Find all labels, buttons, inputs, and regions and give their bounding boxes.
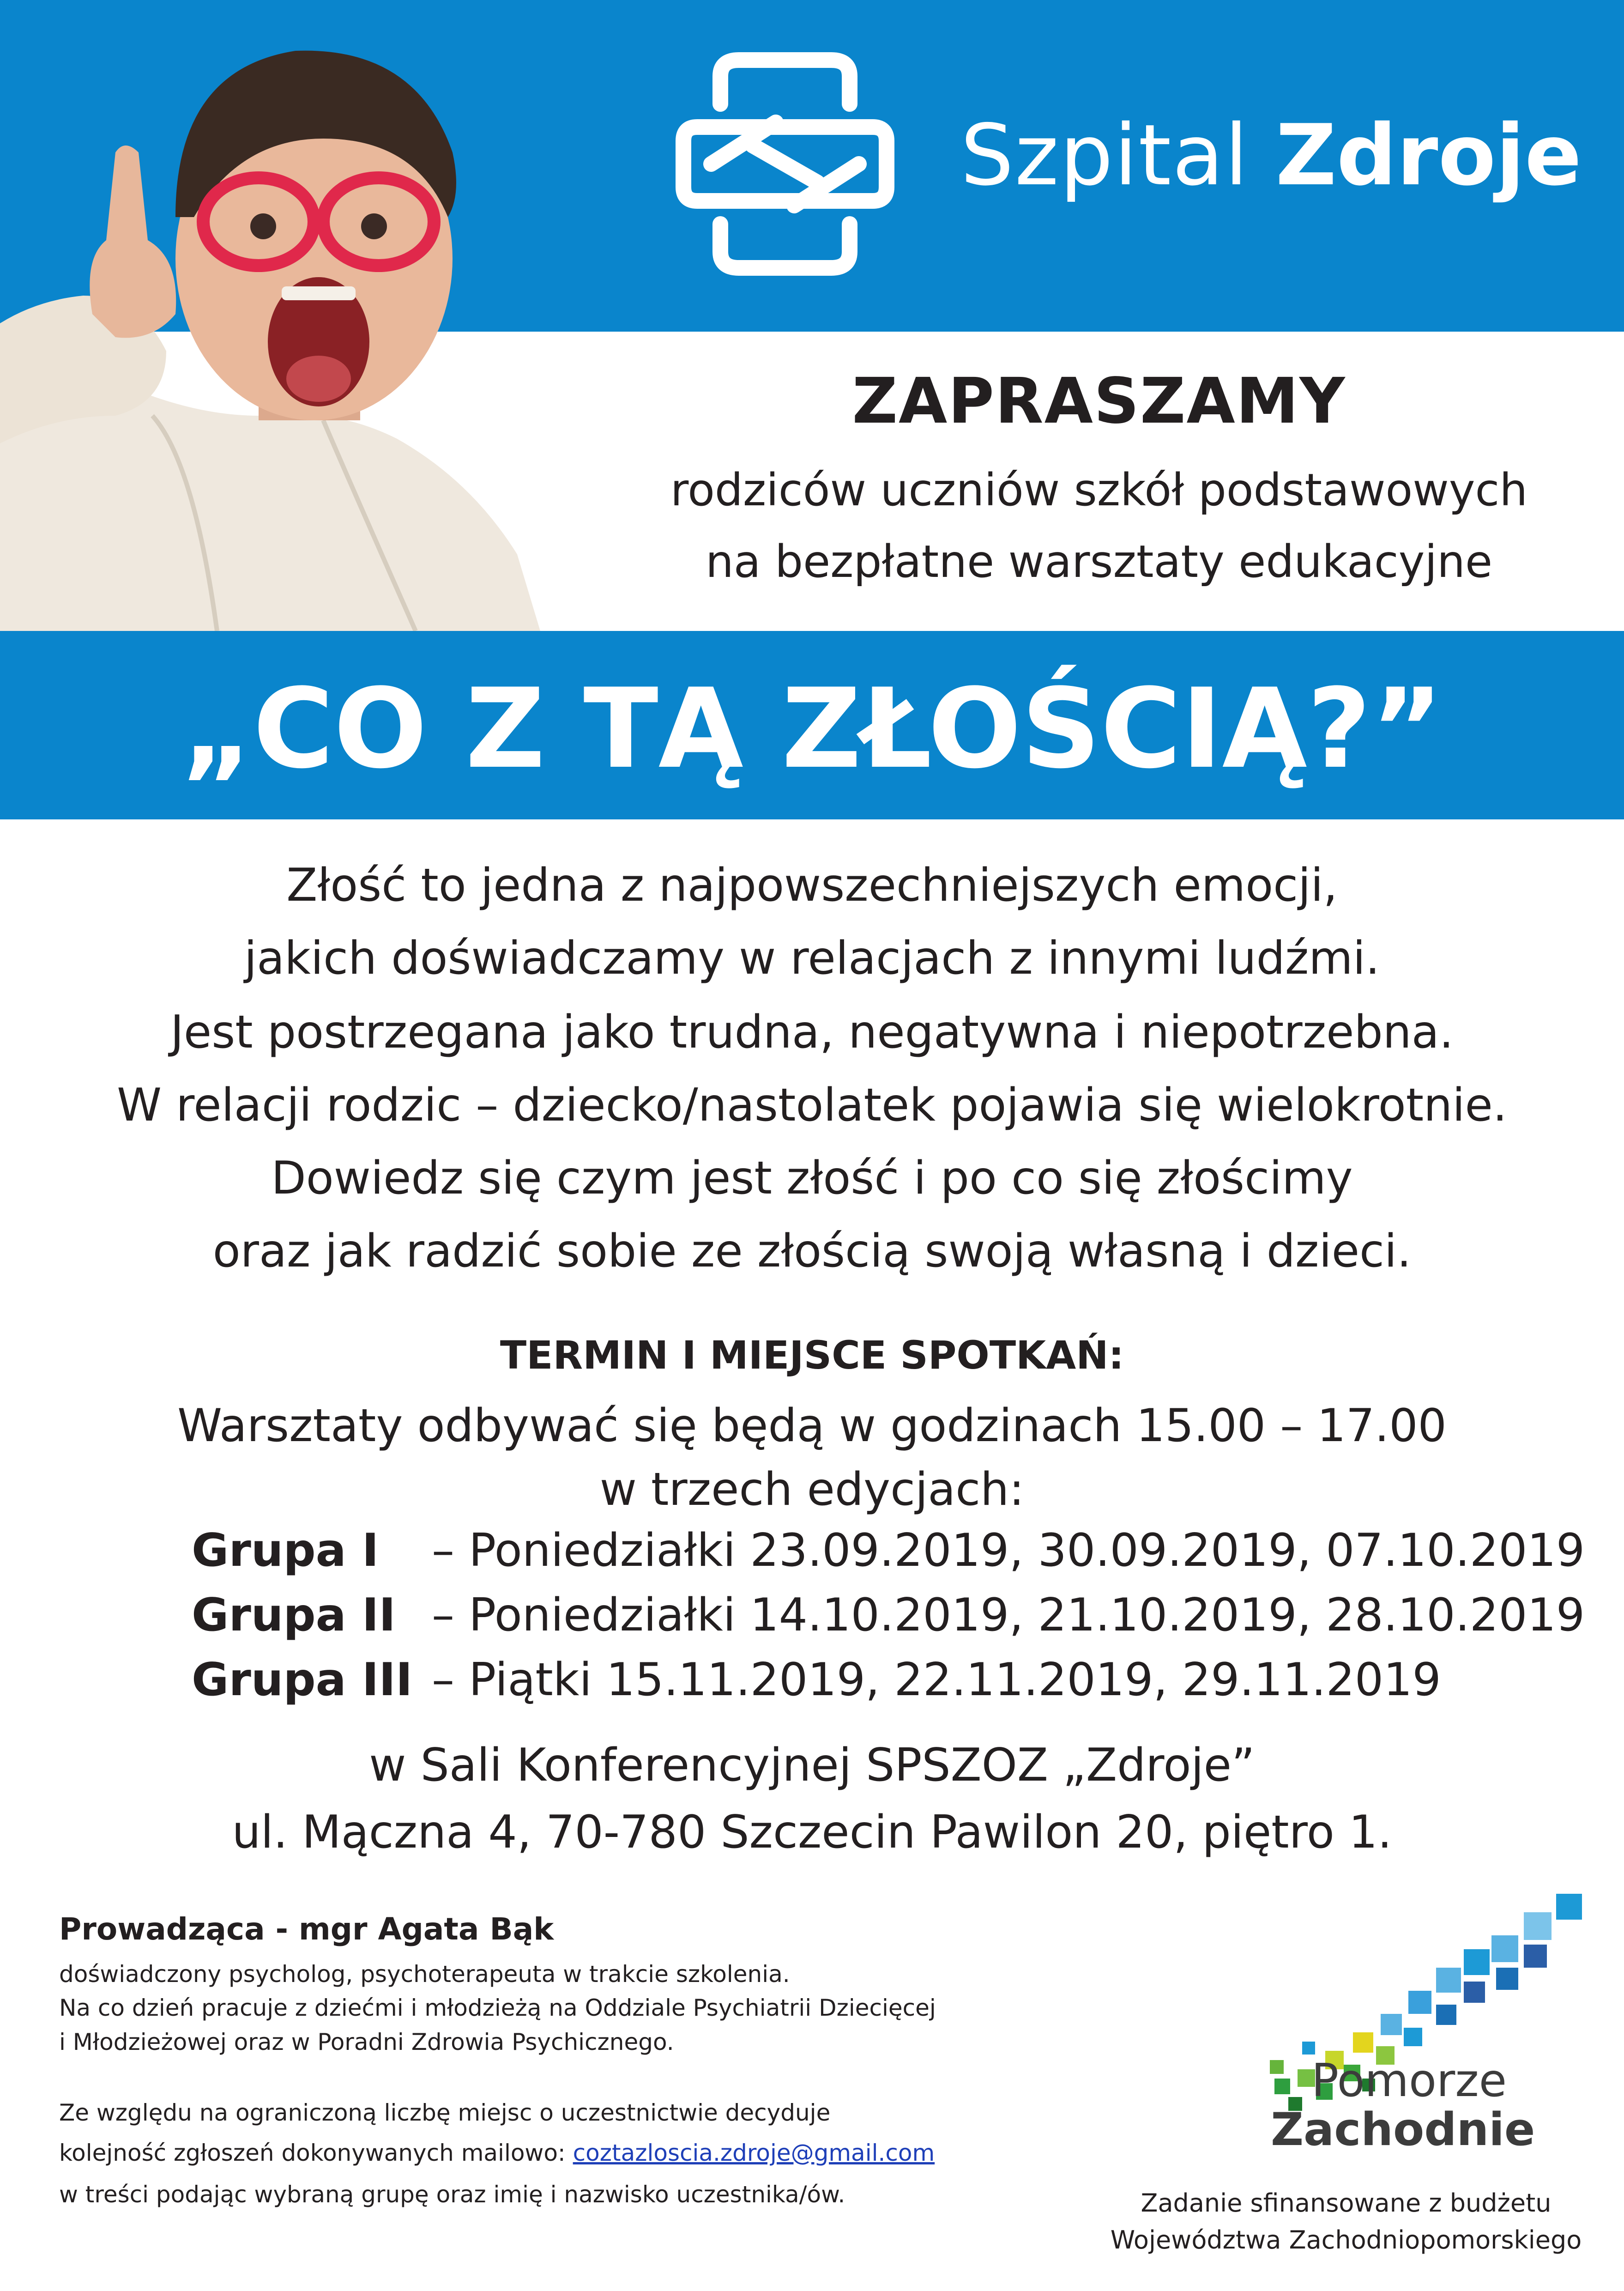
main-title: „CO Z TĄ ZŁOŚCIĄ?” [181,665,1443,793]
invite-title: ZAPRASZAMY [852,365,1346,438]
group-dates: – Poniedziałki 23.09.2019, 30.09.2019, 07.10.2019 [432,1524,1585,1577]
terms-intro-line: Warsztaty odbywać się będą w godzinach 15.00 – 17.00 [177,1400,1447,1452]
group-name: Grupa III [192,1654,413,1706]
brand-name [960,106,1607,222]
description-line: jakich doświadczamy w relacjach z innymi ludźmi. [244,932,1380,985]
sponsor-logo-line1: Pomorze [1311,2055,1507,2107]
signup-email-link[interactable]: coztazloscia.zdroje@gmail.com [573,2139,935,2166]
funded-line: Województwa Zachodniopomorskiego [1110,2225,1582,2255]
funded-line: Zadanie sfinansowane z budżetu [1141,2188,1552,2218]
brand-name-bold: Zdroje [1275,106,1582,204]
invite-line: na bezpłatne warsztaty edukacyjne [705,536,1493,588]
signup-line [59,2139,935,2166]
place-line: w Sali Konferencyjnej SPSZOZ „Zdroje” [369,1739,1255,1792]
brand-name-light: Szpital [960,106,1249,204]
host-name: Prowadząca - mgr Agata Bąk [59,1911,554,1947]
group-dates: – Poniedziałki 14.10.2019, 21.10.2019, 28.10.2019 [432,1589,1585,1642]
terms-title: TERMIN I MIEJSCE SPOTKAŃ: [500,1333,1124,1378]
group-name: Grupa II [192,1589,396,1642]
description-line: Dowiedz się czym jest złość i po co się złościmy [271,1152,1353,1205]
terms-intro-line: w trzech edycjach: [599,1463,1025,1516]
szpital-zdroje-logo-icon [670,48,900,279]
group-row [192,1589,1585,1642]
description-line: oraz jak radzić sobie ze złością swoją własną i dzieci. [212,1225,1412,1278]
place-line: ul. Mączna 4, 70-780 Szczecin Pawilon 20, piętro 1. [232,1806,1392,1859]
description-line: W relacji rodzic – dziecko/nastolatek pojawia się wielokrotnie. [117,1079,1507,1132]
child-pointing-photo [0,0,586,631]
signup-line: Ze względu na ograniczoną liczbę miejsc o uczestnictwie decyduje [59,2099,831,2126]
group-row [192,1654,1441,1706]
invite-line: rodziców uczniów szkół podstawowych [670,464,1528,516]
group-row [192,1524,1585,1577]
host-bio-line: i Młodzieżowej oraz w Poradni Zdrowia Psychicznego. [59,2029,674,2055]
group-name: Grupa I [192,1524,379,1577]
sponsor-logo-line2: Zachodnie [1271,2103,1535,2156]
description-line: Złość to jedna z najpowszechniejszych emocji, [286,859,1338,912]
host-bio-line: Na co dzień pracuje z dziećmi i młodzieżą na Oddziale Psychiatrii Dziecięcej [59,1994,936,2021]
group-dates: – Piątki 15.11.2019, 22.11.2019, 29.11.2019 [432,1654,1441,1706]
signup-line: w treści podając wybraną grupę oraz imię i nazwisko uczestnika/ów. [59,2181,845,2208]
host-bio-line: doświadczony psycholog, psychoterapeuta w trakcie szkolenia. [59,1961,790,1988]
description-line: Jest postrzegana jako trudna, negatywna i niepotrzebna. [170,1006,1454,1059]
signup-line-prefix: kolejność zgłoszeń dokonywanych mailowo: [59,2139,573,2166]
